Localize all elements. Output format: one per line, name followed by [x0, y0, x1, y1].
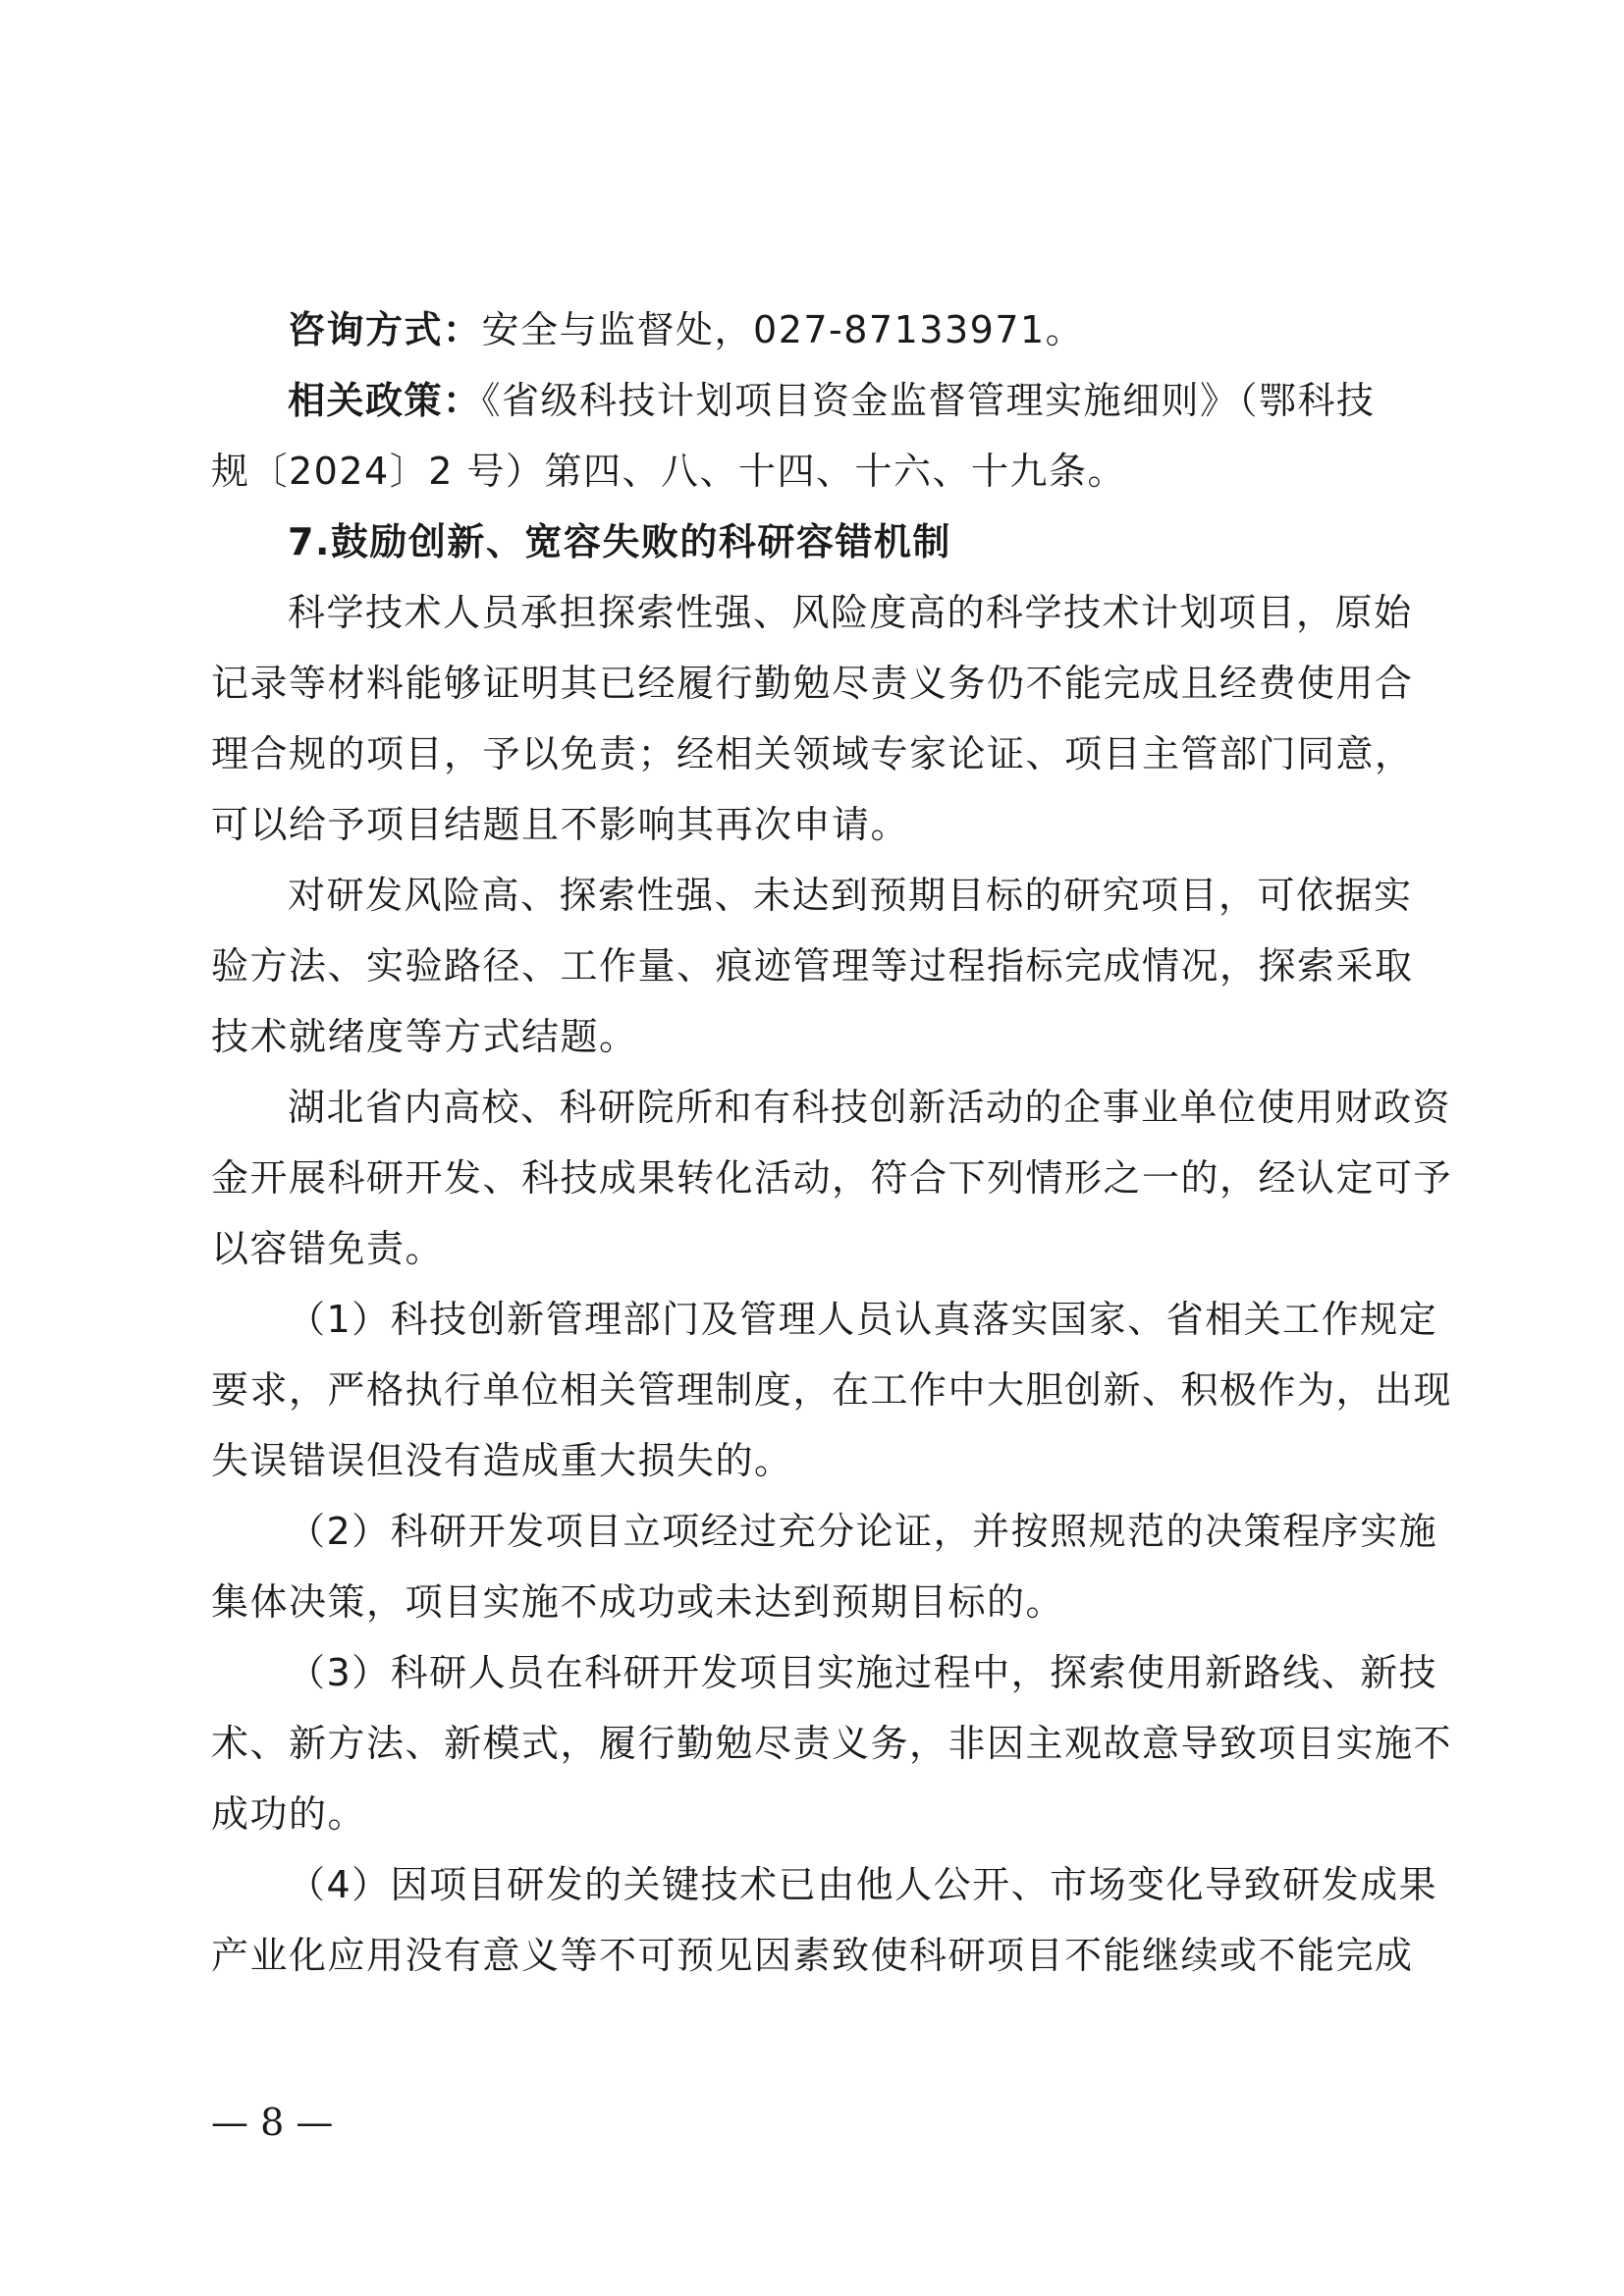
paragraph-line: 可以给予项目结题且不影响其再次申请。: [211, 803, 910, 846]
paragraph-line: 失误错误但没有造成重大损失的。: [211, 1439, 793, 1482]
paragraph: [211, 1849, 1438, 1991]
paragraph-line: 理合规的项目，予以免责；经相关领域专家论证、项目主管部门同意，: [211, 732, 1414, 775]
paragraph-line: 产业化应用没有意义等不可预见因素致使科研项目不能继续或不能完成: [211, 1934, 1414, 1977]
paragraph-line: 金开展科研开发、科技成果转化活动，符合下列情形之一的，经认定可予: [211, 1156, 1453, 1200]
paragraph-line: 术、新方法、新模式，履行勤勉尽责义务，非因主观故意导致项目实施不: [211, 1722, 1453, 1765]
paragraph: [211, 1496, 1438, 1637]
contact-text: 安全与监督处，027-87133971。: [481, 308, 1085, 351]
paragraph-line: 技术就绪度等方式结题。: [211, 1015, 638, 1058]
paragraph-line: 要求，严格执行单位相关管理制度，在工作中大胆创新、积极作为，出现: [211, 1368, 1453, 1412]
paragraph-line: 集体决策，项目实施不成功或未达到预期目标的。: [211, 1580, 1065, 1624]
page-content: [211, 294, 1453, 1991]
policy-line-2: 规〔2024〕2 号）第四、八、十四、十六、十九条。: [211, 450, 1126, 493]
paragraph: [211, 577, 1424, 860]
paragraph-line: （1）科技创新管理部门及管理人员认真落实国家、省相关工作规定: [288, 1298, 1438, 1341]
paragraph-line: （3）科研人员在科研开发项目实施过程中，探索使用新路线、新技: [288, 1651, 1438, 1694]
paragraph-line: 对研发风险高、探索性强、未达到预期目标的研究项目，可依据实: [288, 874, 1413, 917]
paragraph-line: （2）科研开发项目立项经过充分论证，并按照规范的决策程序实施: [288, 1510, 1438, 1553]
paragraph-line: 记录等材料能够证明其已经履行勤勉尽责义务仍不能完成且经费使用合: [211, 662, 1414, 705]
page-number: — 8 —: [211, 2101, 334, 2144]
policy-label: 相关政策：: [288, 379, 482, 422]
policy-line-1: [211, 365, 1424, 436]
paragraph: [211, 1284, 1453, 1496]
paragraph-line: 验方法、实验路径、工作量、痕迹管理等过程指标完成情况，探索采取: [211, 944, 1414, 988]
paragraph-line: 科学技术人员承担探索性强、风险度高的科学技术计划项目，原始: [288, 591, 1413, 634]
paragraph: [211, 1072, 1453, 1284]
contact-label: 咨询方式：: [288, 308, 482, 351]
body-paragraphs: [211, 577, 1453, 1991]
paragraph-line: 以容错免责。: [211, 1227, 445, 1270]
paragraph: [211, 1637, 1453, 1849]
policy-text-1: 《省级科技计划项目资金监督管理实施细则》（鄂科技: [481, 379, 1376, 422]
contact-line: [211, 294, 1424, 365]
paragraph-line: 湖北省内高校、科研院所和有科技创新活动的企事业单位使用财政资: [288, 1086, 1452, 1129]
paragraph: [211, 860, 1424, 1072]
paragraph-line: （4）因项目研发的关键技术已由他人公开、市场变化导致研发成果: [288, 1863, 1438, 1906]
section-title: 7.鼓励创新、宽容失败的科研容错机制: [288, 520, 951, 563]
paragraph-line: 成功的。: [211, 1792, 367, 1836]
